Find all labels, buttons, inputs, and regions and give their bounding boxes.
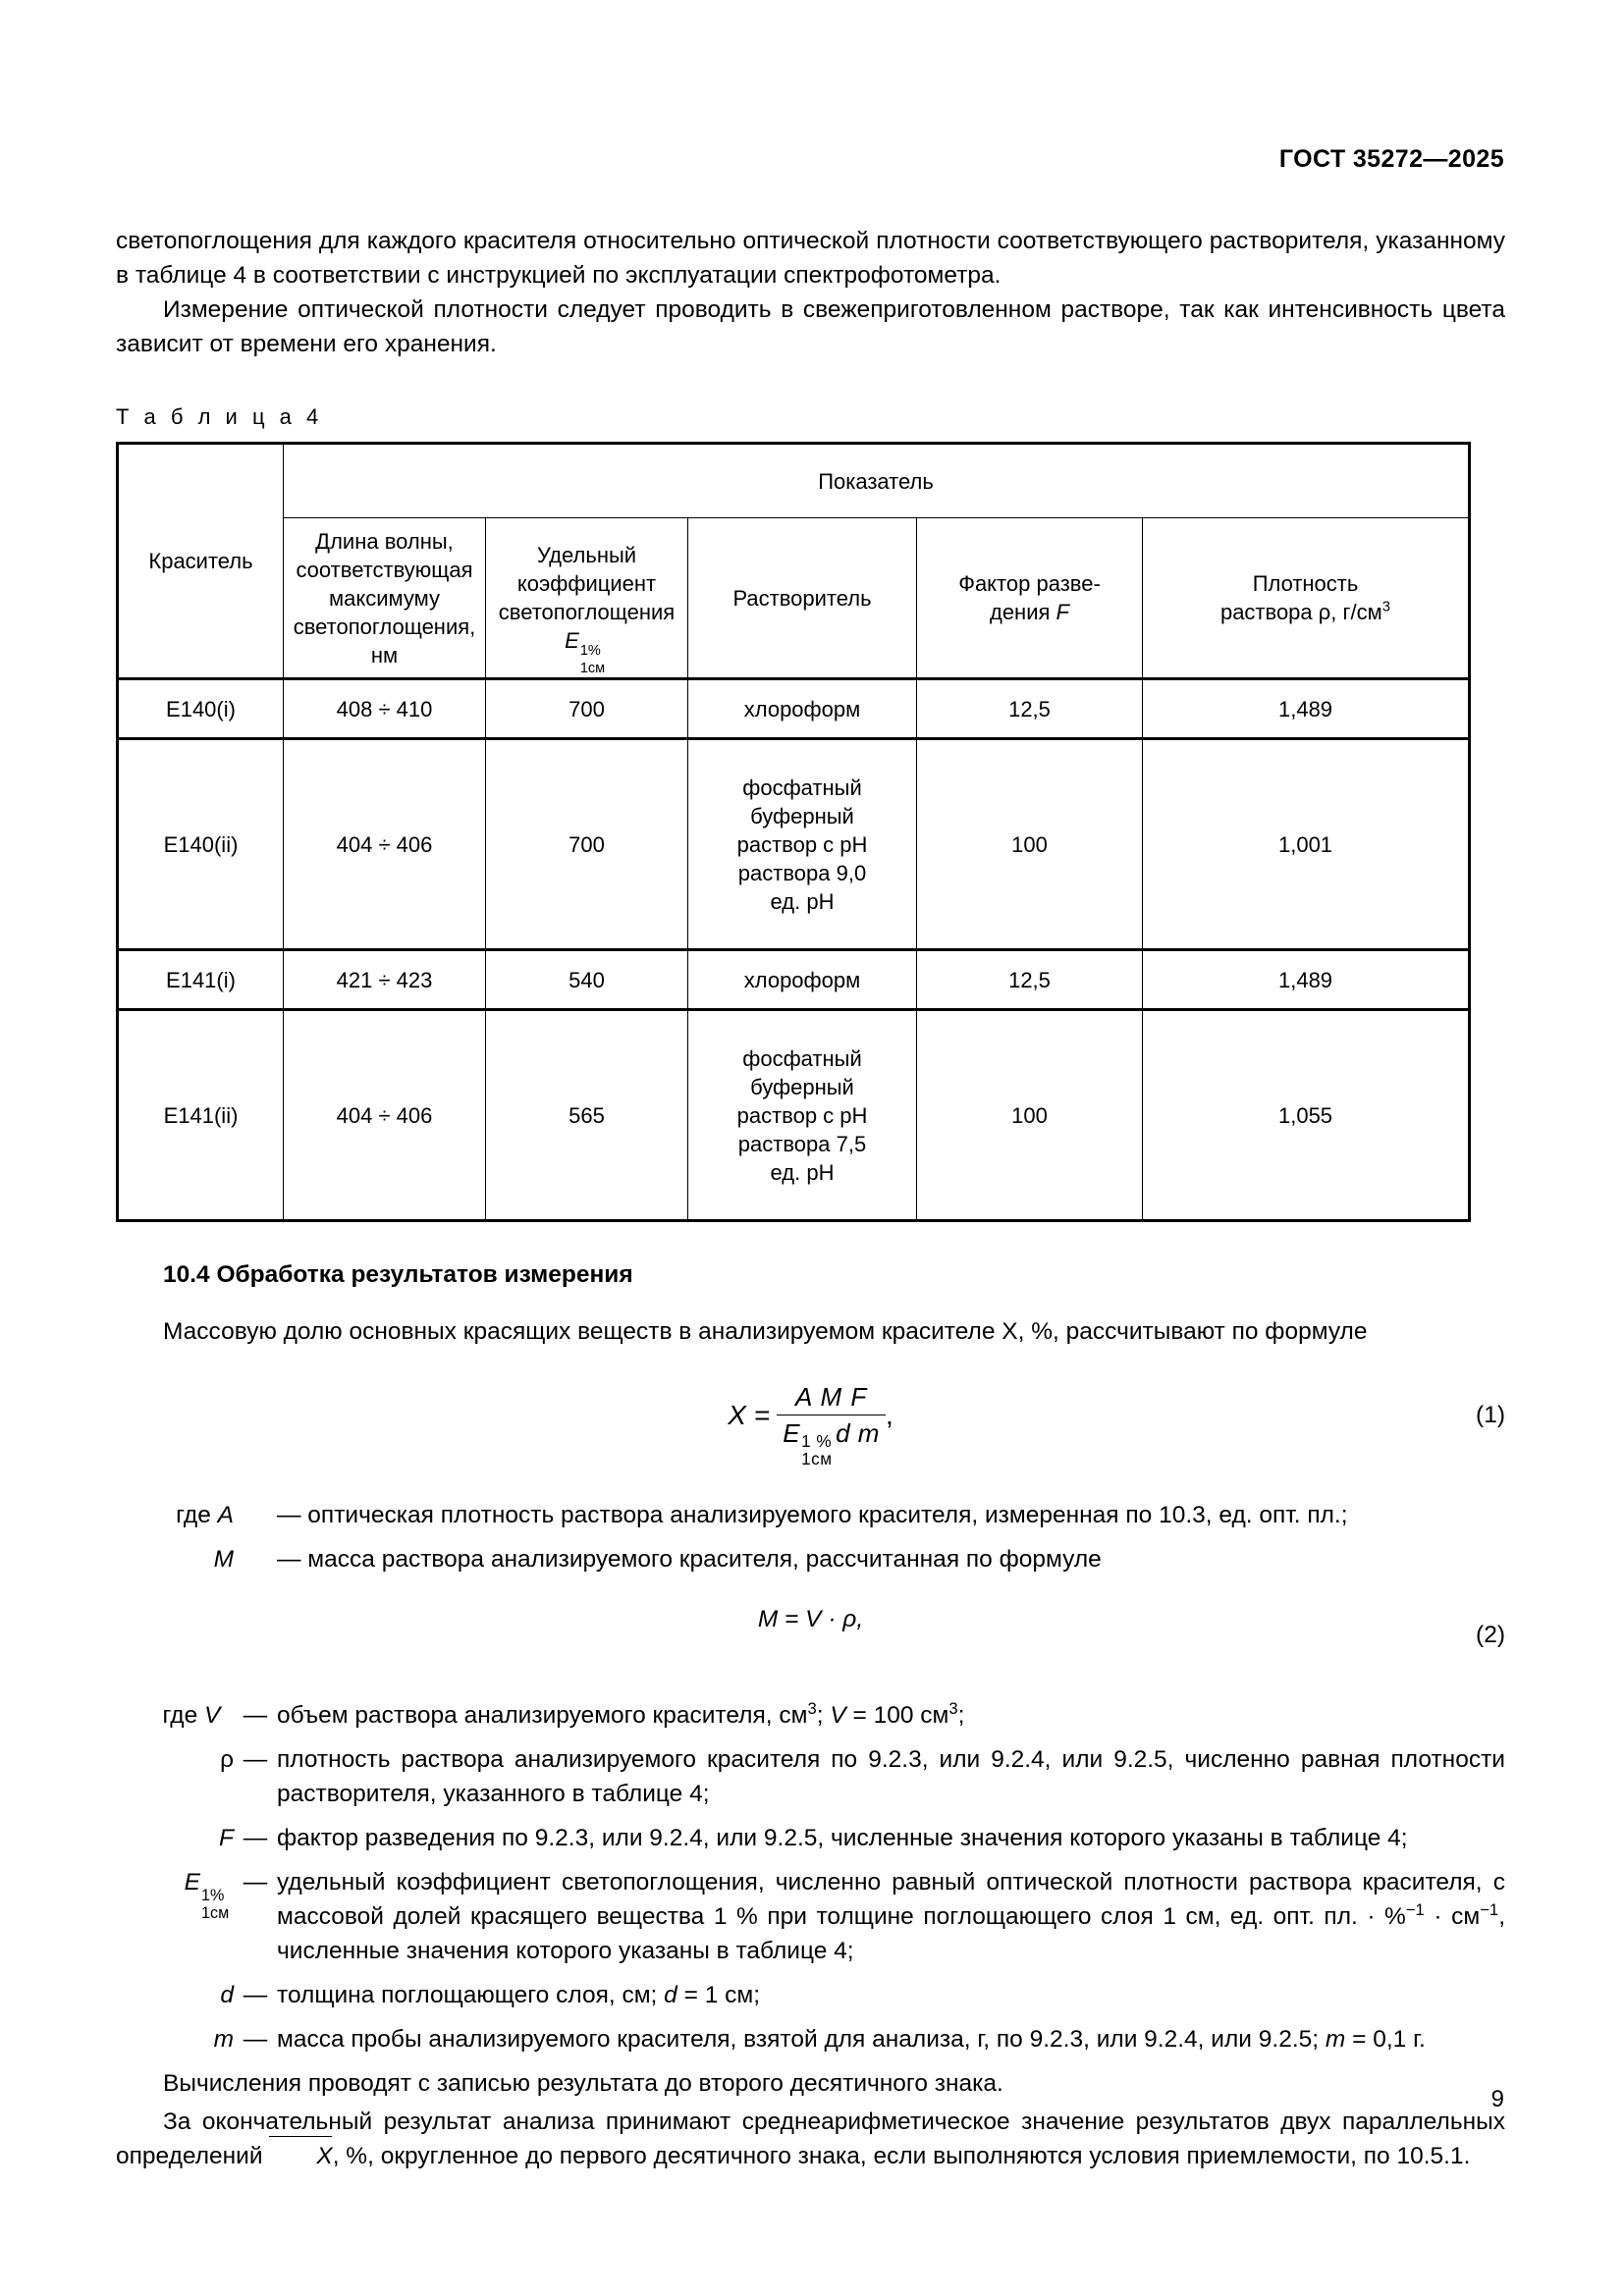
cell-solvent: фосфатный буферный раствор с pH раствора 9,0 ед. pH [688,739,917,950]
definition-text-V: объем раствора анализируемого красителя, $см^3$; V = 100 $см^3$; [277,1698,965,1729]
definition-row-F [116,1821,1505,1855]
formula-1-denominator: E 1 % 1см d m [783,1418,880,1468]
definition-lead-A: где A [176,1502,234,1528]
definition-row-d [116,1978,1505,2012]
table-row [118,679,1470,739]
definition-text-M: — масса раствора анализируемого красителя, рассчитанная по формуле [277,1546,1102,1573]
definition-dash [234,1498,277,1532]
definition-dash: — [243,1746,268,1773]
definition-row-m [116,2022,1505,2056]
coefficient-symbol: E 1% 1см [565,628,606,676]
definition-lead-E: E 1% 1см [184,1869,230,1922]
defs-after-formula-2 [116,1698,1505,2056]
definition-dash: — [243,1982,268,2008]
cell-wavelength: 404 ÷ 406 [284,739,486,950]
density-sup: 3 [1381,598,1391,615]
tail-paragraph-2-part-b: , %, округленное до первого десятичного знака, если выполняются условия приемлемости, по 10.5.1. [332,2143,1471,2169]
cell-dye: E141(ii) [118,1010,284,1221]
definition-lead-m: m [213,2026,234,2053]
formula-2: M = V · ρ, [757,1606,864,1632]
col-header-coefficient-text: Удельный коэффициент светопоглощения [498,543,676,624]
dilution-line-2: дения [989,600,1051,624]
definition-row-E [116,1865,1505,1968]
section-paragraph: Массовую долю основных красящих веществ в анализируемом красителе X, %, рассчитывают по формуле [163,1318,1368,1345]
cell-dilution: 100 [917,1010,1143,1221]
x-mean-symbol: X [269,2139,332,2173]
formula-1-comma: , [885,1400,893,1430]
cell-coefficient: 565 [486,1010,688,1221]
page-content [116,224,1505,2173]
definition-dash: — [243,1825,268,1851]
cell-solvent: фосфатный буферный раствор с pH раствора 7,5 ед. pH [688,1010,917,1221]
table-row [118,950,1470,1010]
definition-dash: — [243,2026,268,2053]
defs-after-formula-1 [116,1498,1505,1576]
definition-text-d: толщина поглощающего слоя, см; d = 1 см; [277,1982,761,2008]
cell-solvent: хлороформ [688,950,917,1010]
cell-wavelength: 404 ÷ 406 [284,1010,486,1221]
col-header-solvent: Растворитель [688,518,917,679]
running-header: ГОСТ 35272—2025 [1278,145,1504,173]
definition-lead-rho: ρ [220,1746,234,1773]
tail-paragraph-2-part-a: За окончательный результат анализа принимают среднеарифметическое значение результатов двух параллельных определений [116,2109,1505,2169]
cell-density: 1,001 [1143,739,1470,950]
col-header-density [1143,518,1470,679]
tail-paragraph-1: Вычисления проводят с записью результата до второго десятичного знака. [163,2070,1003,2097]
cell-wavelength: 421 ÷ 423 [284,950,486,1010]
density-line-2: раствора ρ, г/см [1219,600,1382,624]
formula-1 [116,1382,1505,1468]
table-caption: Т а б л и ц а 4 [116,404,323,429]
density-line-1: Плотность [1252,571,1359,596]
intro-paragraph-1: светопоглощения для каждого красителя относительно оптической плотности соответствующего растворителя, указанному в таблице 4 в соответствии с инструкцией по эксплуатации спектрофотометра. [116,228,1505,289]
cell-dye: E140(ii) [118,739,284,950]
cell-coefficient: 700 [486,739,688,950]
definition-dash [234,1542,277,1576]
dilution-symbol: F [1056,600,1069,624]
tail-paragraph-2 [116,2105,1505,2173]
table-row [118,739,1470,950]
formula-2-number: (2) [1476,1622,1505,1648]
cell-dye: E141(i) [118,950,284,1010]
table-header-row-2 [118,518,1470,679]
cell-coefficient: 700 [486,679,688,739]
cell-density: 1,055 [1143,1010,1470,1221]
definition-lead-V: где V [162,1702,221,1729]
cell-solvent: хлороформ [688,679,917,739]
formula-2-block [116,1606,1505,1665]
definition-row-A [116,1498,1505,1532]
cell-dye: E140(i) [118,679,284,739]
formula-1-block [116,1382,1505,1468]
definition-text-A: — оптическая плотность раствора анализируемого красителя, измеренная по 10.3, ед. опт. пл.; [277,1502,1348,1528]
definition-text-F: фактор разведения по 9.2.3, или 9.2.4, или 9.2.5, численные значения которого указаны в таблице 4; [277,1825,1408,1851]
formula-1-number: (1) [1476,1402,1505,1428]
definition-lead-F: F [219,1825,234,1851]
formula-1-fraction [777,1382,886,1468]
definition-text-E: удельный коэффициент светопоглощения, численно равный оптической плотности раствора красителя, с массовой долей красящего вещества 1 % при толщине поглощающего слоя 1 см, ед. опт. пл. · $\%^{-1} \cdot см^{-1}$, численные значения которого указаны в таблице 4; [277,1869,1505,1964]
definition-lead-M: M [213,1546,234,1573]
cell-wavelength: 408 ÷ 410 [284,679,486,739]
page-number: 9 [1490,2086,1504,2112]
col-header-dilution [917,518,1143,679]
col-header-indicator-group: Показатель [284,444,1470,518]
col-header-coefficient [486,518,688,679]
definition-row-V [116,1698,1505,1733]
formula-1-lhs: X = [728,1400,771,1430]
definition-text-rho: плотность раствора анализируемого красителя по 9.2.3, или 9.2.4, или 9.2.5, численно равная плотности растворителя, указанного в таблице 4; [277,1746,1505,1807]
cell-dilution: 12,5 [917,950,1143,1010]
cell-density: 1,489 [1143,679,1470,739]
formula-1-numerator: A M F [777,1382,886,1415]
cell-dilution: 100 [917,739,1143,950]
table-4 [116,442,1471,1222]
cell-density: 1,489 [1143,950,1470,1010]
section-heading-10-4: 10.4 Обработка результатов измерения [163,1261,633,1288]
col-header-dye: Краситель [118,444,284,679]
definition-row-rho [116,1742,1505,1811]
definition-dash: — [243,1869,268,1896]
col-header-wavelength: Длина волны, соответствующая максимуму светопоглощения, нм [284,518,486,679]
definition-text-m: масса пробы анализируемого красителя, взятой для анализа, г, по 9.2.3, или 9.2.4, или 9.2.5; m = 0,1 г. [277,2026,1426,2053]
table-header-row-1 [118,444,1470,518]
cell-coefficient: 540 [486,950,688,1010]
intro-paragraph-2: Измерение оптической плотности следует проводить в свежеприготовленном растворе, так как интенсивность цвета зависит от времени его хранения. [116,296,1505,357]
definition-dash: — [243,1702,268,1729]
dilution-line-1: Фактор разве- [958,571,1101,596]
definition-lead-d: d [220,1982,234,2008]
cell-dilution: 12,5 [917,679,1143,739]
table-row [118,1010,1470,1221]
definition-row-M [116,1542,1505,1576]
